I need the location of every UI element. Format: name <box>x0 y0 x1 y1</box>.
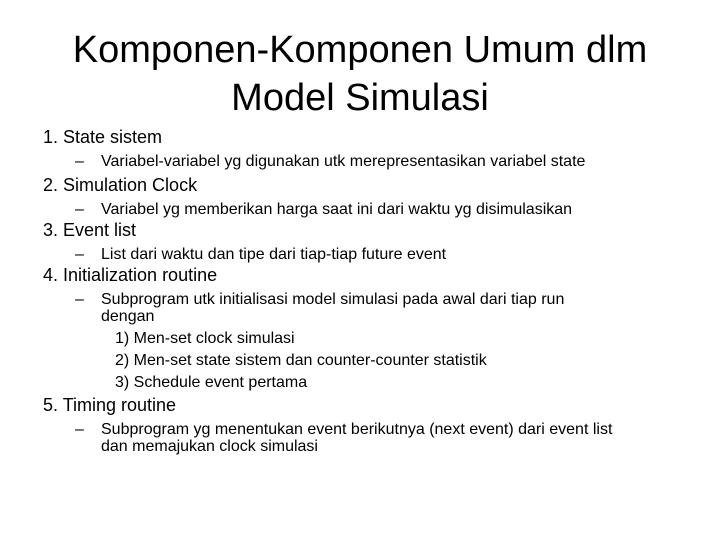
item-label: 2. Simulation Clock <box>43 175 198 195</box>
sub-bullet-text-line-1: Subprogram utk initialisasi model simulasi pada awal dari tiap run <box>101 291 565 308</box>
sub-bullet <box>75 246 446 263</box>
item-label: 3. Event list <box>43 220 137 240</box>
slide-title-line-1: Komponen-Komponen Umum dlm <box>72 29 648 71</box>
dash-bullet-icon: – <box>75 246 84 263</box>
item-label: 1. State sistem <box>43 127 163 147</box>
sub-bullet <box>75 421 693 455</box>
slide-title <box>40 26 680 122</box>
list-item <box>43 394 693 455</box>
sub-bullet-text: Variabel-variabel yg digunakan utk merepresentasikan variabel state <box>101 153 586 170</box>
step-item: 2) Men-set state sistem dan counter-counter statistik <box>115 352 487 369</box>
dash-bullet-icon: – <box>75 421 84 438</box>
sub-bullet-text: Variabel yg memberikan harga saat ini dari waktu yg disimulasikan <box>101 201 573 218</box>
sub-bullet-text-line-2: dan memajukan clock simulasi <box>101 438 318 455</box>
sub-bullet <box>75 291 693 325</box>
item-label: 4. Initialization routine <box>43 265 218 285</box>
dash-bullet-icon: – <box>75 291 84 308</box>
list-item <box>43 264 693 394</box>
sub-bullet-text: List dari waktu dan tipe dari tiap-tiap future event <box>101 246 447 263</box>
slide-title-line-2: Model Simulasi <box>231 77 489 119</box>
step-item: 3) Schedule event pertama <box>115 374 308 391</box>
sub-bullet-text-line-2: dengan <box>101 308 155 325</box>
sub-bullet <box>75 201 572 218</box>
list-item <box>43 174 572 218</box>
item-label: 5. Timing routine <box>43 395 177 415</box>
dash-bullet-icon: – <box>75 201 84 218</box>
list-item <box>43 219 446 263</box>
sub-bullet <box>75 153 585 170</box>
step-list <box>115 325 693 394</box>
dash-bullet-icon: – <box>75 153 84 170</box>
sub-bullet-text-line-1: Subprogram yg menentukan event berikutnya (next event) dari event list <box>101 421 613 438</box>
list-item <box>43 126 585 170</box>
step-item: 1) Men-set clock simulasi <box>115 330 295 347</box>
